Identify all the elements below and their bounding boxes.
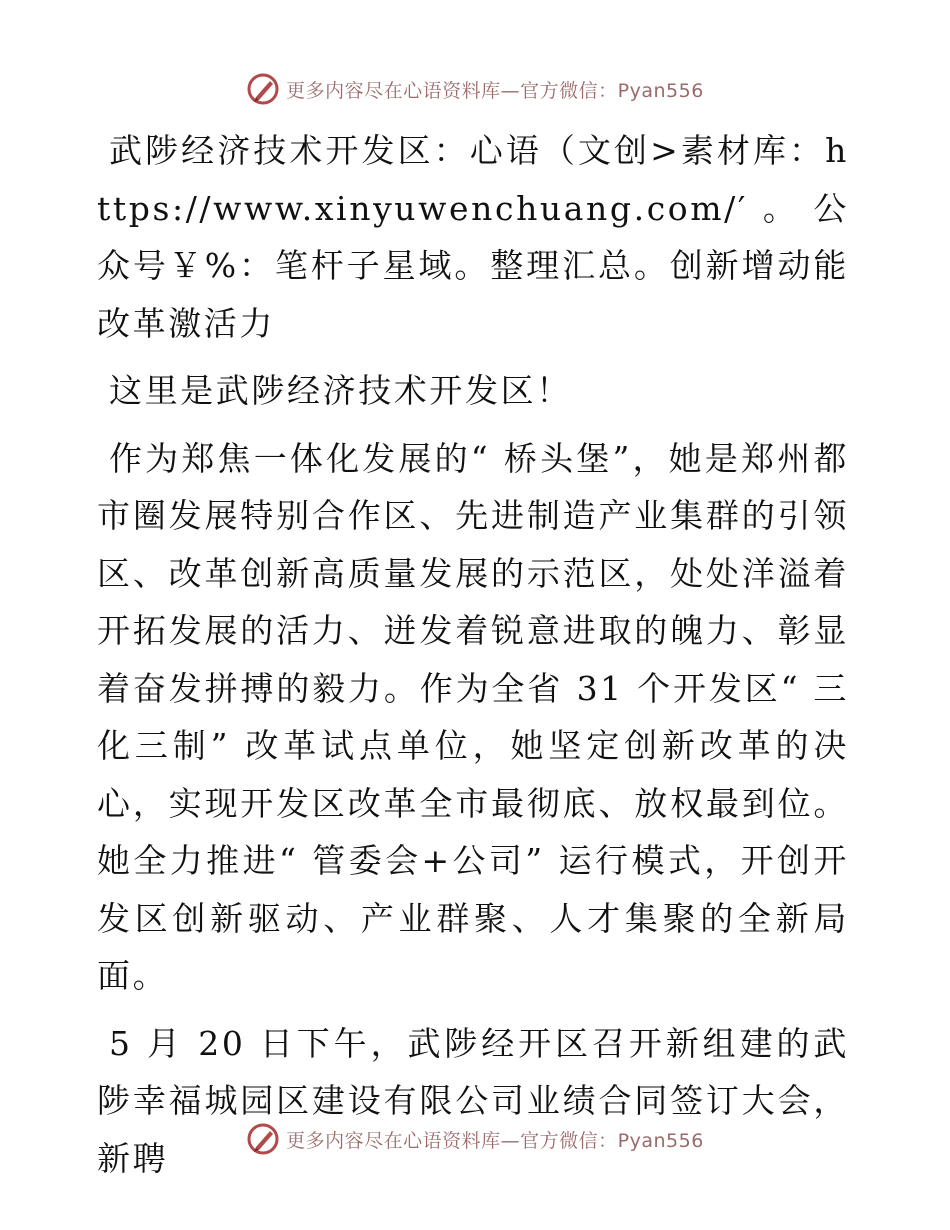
document-body (97, 122, 885, 1197)
pen-logo-icon (246, 1122, 280, 1156)
footer-watermark (0, 1122, 950, 1156)
paragraph-event: 5 月 20 日下午，武陟经开区召开新组建的武陟幸福城园区建设有限公司业绩合同签订大会，新聘 (97, 1023, 849, 1178)
paragraph-greeting: 这里是武陟经济技术开发区！ (109, 371, 572, 410)
watermark-text: 更多内容尽在心语资料库—官方微信：Pyan556 (286, 79, 704, 102)
paragraph-intro: 武陟经济技术开发区：心语（文创>素材库：https://www.xinyuwenchuang.com/′。公众号￥%：笔杆子星域。整理汇总。创新增动能 改革激活力 (97, 131, 885, 343)
header-watermark (0, 72, 950, 106)
pen-logo-icon (246, 72, 280, 106)
watermark-text: 更多内容尽在心语资料库—官方微信：Pyan556 (286, 1129, 704, 1152)
paragraph-overview: 作为郑焦一体化发展的“ 桥头堡”，她是郑州都市圈发展特别合作区、先进制造产业集群的引领区、改革创新高质量发展的示范区，处处洋溢着开拓发展的活力、迸发着锐意进取的魄力、彰显着奋发拼搏的毅力。作为全省 31 个开发区“ 三化三制” 改革试点单位，她坚定创新改革的决心，实现开发区改革全市最彻底、放权最到位。她全力推进“ 管委会+公司” 运行模式，开创开发区创新驱动、产业群聚、人才集聚的全新局面。 (97, 438, 849, 995)
